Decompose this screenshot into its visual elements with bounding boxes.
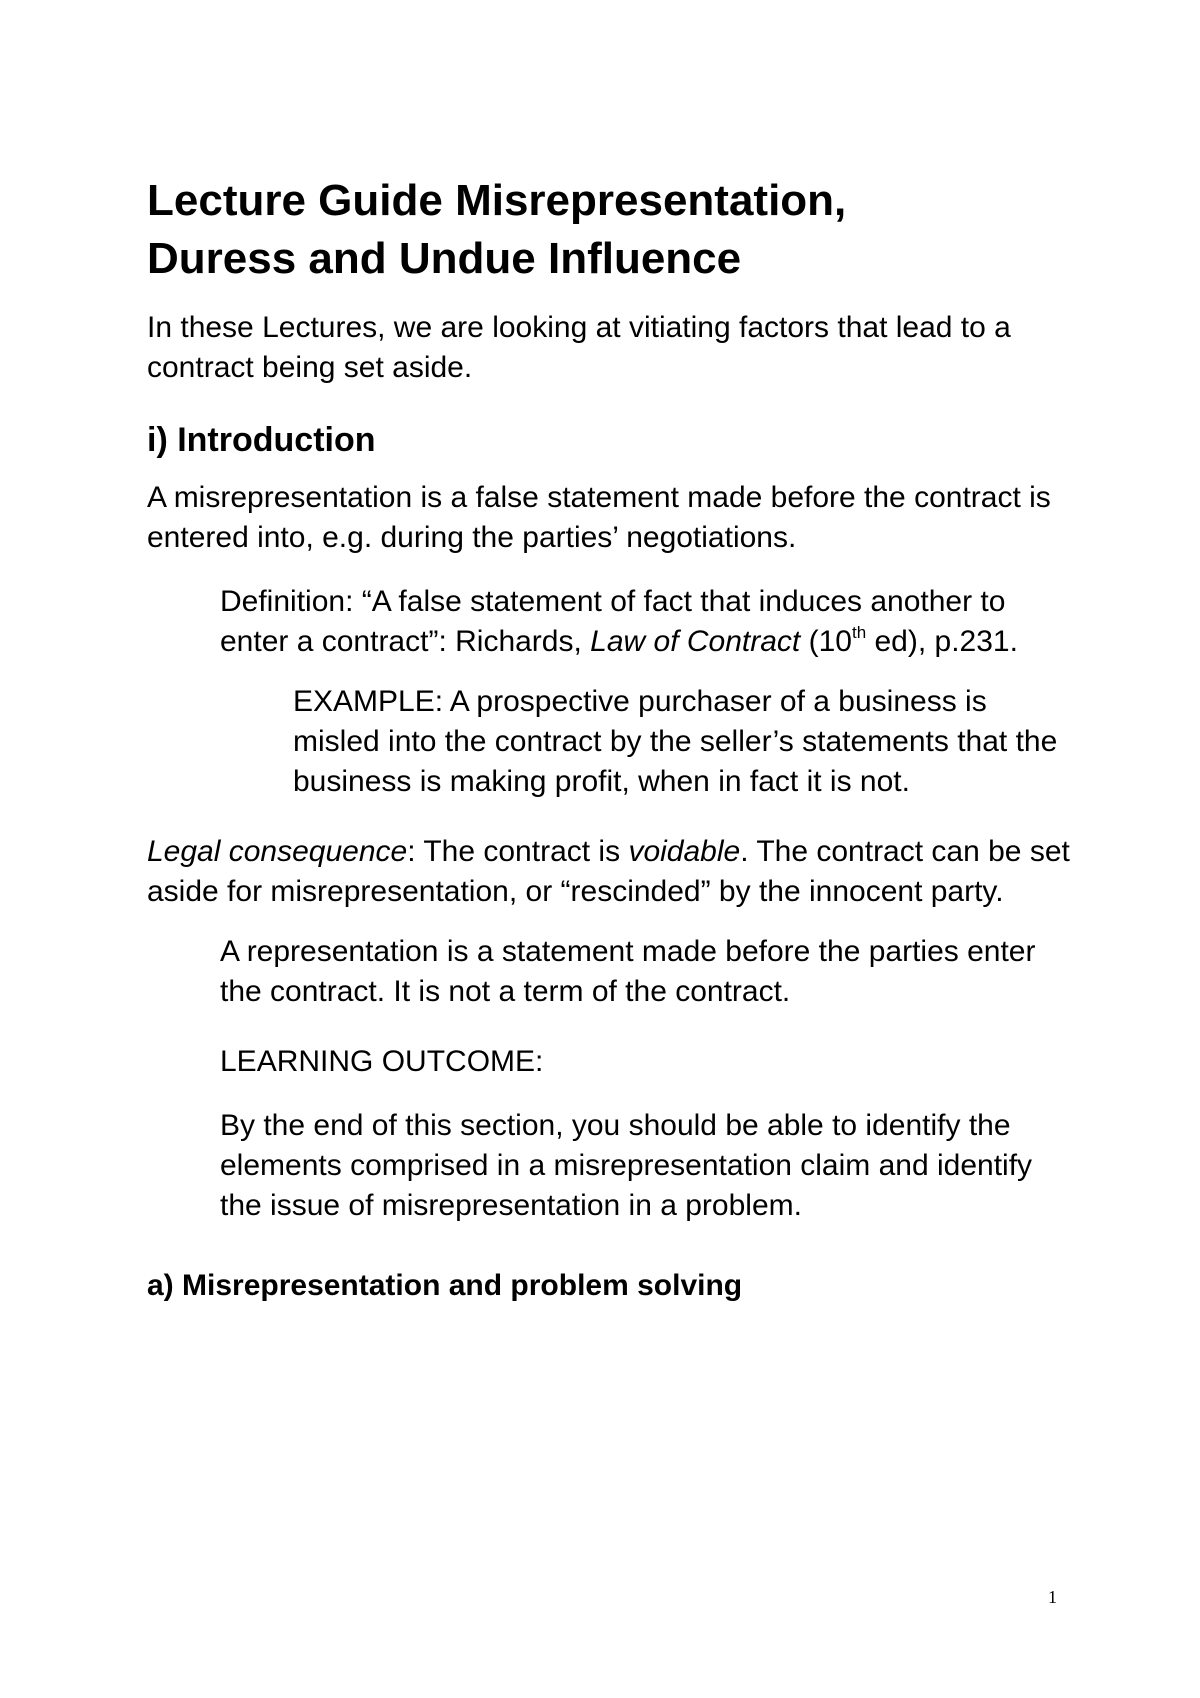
edition-text: (10 (800, 625, 852, 658)
misrepresentation-paragraph: A misrepresentation is a false statement made before the contract is entered into, e.g. during the parties’ negotiations. (147, 481, 1051, 554)
learning-outcome-label: LEARNING OUTCOME: (220, 1045, 544, 1078)
definition-paragraph (220, 582, 1077, 662)
legal-consequence-label: Legal consequence (147, 835, 408, 868)
voidable-term: voidable (628, 835, 741, 868)
edition-text-end: ed), p.231. (866, 625, 1018, 658)
intro-paragraph: In these Lectures, we are looking at vitiating factors that lead to a contract being set aside. (147, 311, 1011, 384)
legal-consequence-text: : The contract is (407, 835, 629, 868)
title-line-1: Lecture Guide Misrepresentation, (147, 176, 847, 225)
legal-consequence-paragraph (147, 832, 1077, 912)
representation-paragraph: A representation is a statement made before the parties enter the contract. It is not a term of the contract. (220, 935, 1036, 1008)
page-number: 1 (1048, 1587, 1057, 1607)
section-heading-introduction: i) Introduction (147, 421, 376, 459)
document-content (147, 172, 1077, 1306)
legal-consequence-text-end: . The contract can be set aside for misrepresentation, or “rescinded” by the innocent party. (147, 835, 1070, 908)
document-title (147, 172, 1077, 288)
book-title: Law of Contract (590, 625, 801, 658)
edition-superscript: th (851, 623, 867, 642)
example-paragraph: EXAMPLE: A prospective purchaser of a business is misled into the contract by the seller’s statements that the business is making profit, when in fact it is not. (293, 685, 1058, 798)
learning-outcome-paragraph: By the end of this section, you should be able to identify the elements comprised in a misrepresentation claim and identify the issue of misrepresentation in a problem. (220, 1109, 1033, 1222)
title-line-2: Duress and Undue Influence (147, 234, 742, 283)
definition-text: Definition: “A false statement of fact that induces another to enter a contract”: Richards, (220, 585, 1006, 658)
subsection-heading-problem-solving: a) Misrepresentation and problem solving (147, 1269, 743, 1302)
